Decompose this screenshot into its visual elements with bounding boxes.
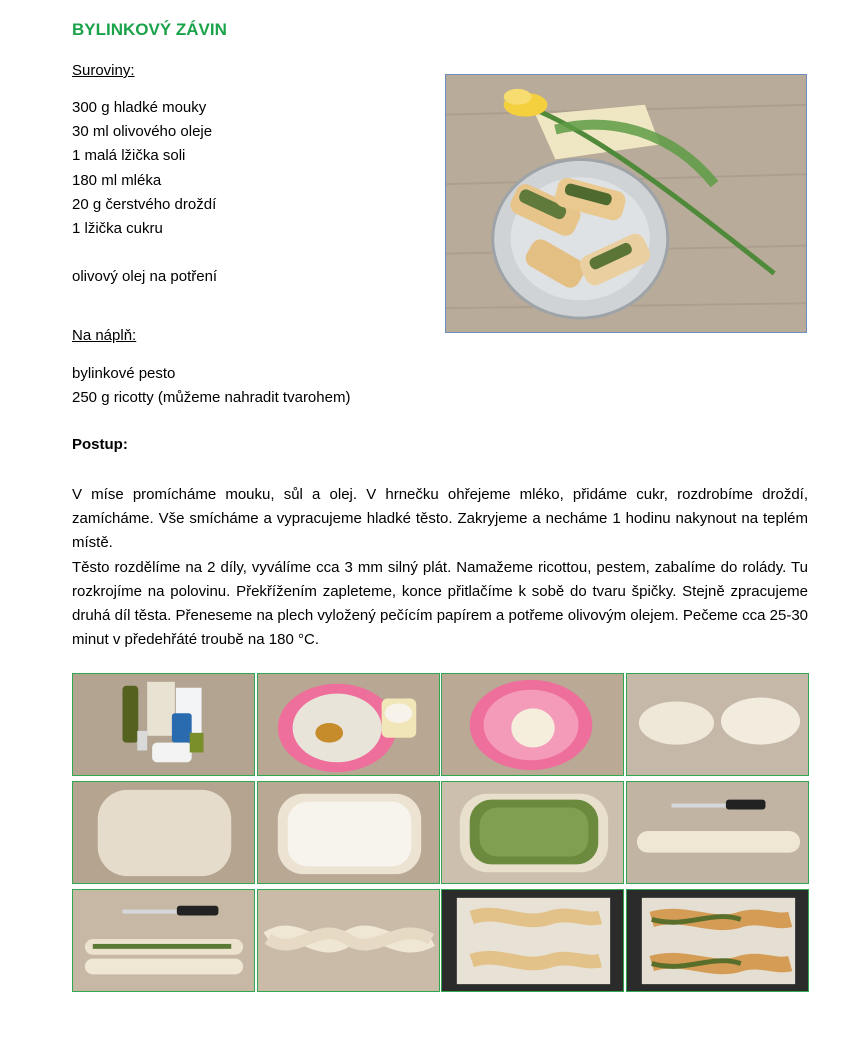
ingredient-item: 1 malá lžička soli (72, 147, 186, 165)
ingredient-item: 1 lžička cukru (72, 220, 163, 238)
ingredient-item: 300 g hladké mouky (72, 99, 207, 116)
ingredient-item: 20 g čerstvého droždí (72, 195, 217, 213)
method-text (72, 483, 808, 652)
step-photo-tray-raw (441, 889, 624, 992)
ingredients-heading: Suroviny: (72, 62, 135, 79)
step-photo-dough-halves (626, 673, 809, 776)
step-photo-rolled-sheet (72, 781, 255, 884)
method-heading: Postup: (72, 436, 128, 453)
step-photo-dough-ball (441, 673, 624, 776)
hero-photo (445, 74, 807, 333)
step-photo-ingredients (72, 673, 255, 776)
step-photo-roll-knife (626, 781, 809, 884)
step-photo-bowl-flour (257, 673, 440, 776)
step-photo-tray-baked (626, 889, 809, 992)
extra-ingredient-text: olivový olej na potření (72, 268, 218, 285)
recipe-title: BYLINKOVÝ ZÁVIN (72, 20, 227, 39)
method-paragraph-1: V míse promícháme mouku, sůl a olej. V hrnečku ohřejeme mléko, přidáme cukr, rozdrobíme droždí, zamícháme. Vše smícháme a vypracujeme hladké těsto. Zakryjeme a necháme 1 hodinu nakynout na teplém místě. (72, 486, 808, 552)
method-paragraph-2: Těsto rozdělíme na 2 díly, vyválíme cca 3 mm silný plát. Namažeme ricottou, pestem, zabalíme do rolády. Tu rozkrojíme na polovinu. Překřížením zapleteme, konce přitlačíme k sobě do tvaru špičky. Stejně zpracujeme druhá díl těsta. Přeneseme na plech vyložený pečícím papírem a potřeme olivovým olejem. Pečeme cca 25-30 minut v předehřáté troubě na 180 °C. (72, 558, 808, 649)
filling-item: 250 g ricotty (můžeme nahradit tvarohem) (72, 389, 351, 407)
filling-item: bylinkové pesto (72, 365, 176, 382)
step-photo-braided (257, 889, 440, 992)
filling-heading: Na náplň: (72, 327, 137, 344)
ingredient-item: 180 ml mléka (72, 171, 162, 189)
step-photo-ricotta-spread (257, 781, 440, 884)
step-photo-cut-roll (72, 889, 255, 992)
filling-list (72, 362, 350, 410)
step-photo-pesto-spread (441, 781, 624, 884)
ingredients-list (72, 96, 216, 241)
ingredient-item: 30 ml olivového oleje (72, 123, 213, 141)
extra-ingredient (72, 265, 217, 289)
